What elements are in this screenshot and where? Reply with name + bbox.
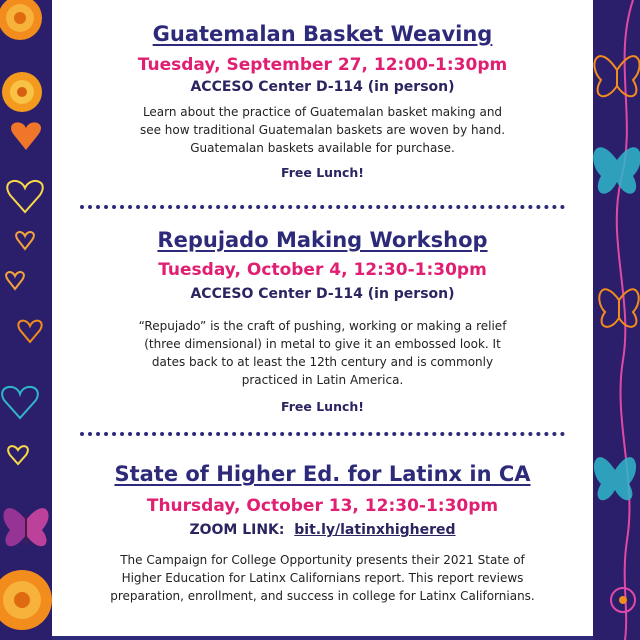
butterfly-icon — [3, 508, 48, 546]
heart-icon — [2, 387, 38, 418]
butterfly-icon — [594, 56, 639, 96]
event-card — [52, 462, 593, 605]
event-date: Tuesday, October 4, 12:30-1:30pm — [158, 260, 487, 280]
event-description — [52, 317, 593, 389]
section-divider — [80, 432, 565, 436]
section-divider — [80, 205, 565, 209]
event-description-line: Learn about the practice of Guatemalan basket making and — [142, 105, 503, 119]
event-card — [52, 228, 593, 414]
events-panel — [52, 0, 593, 640]
heart-icon — [18, 321, 41, 342]
event-description-line: (three dimensional) in metal to give it an embossed look. It — [144, 337, 501, 351]
left-border-art — [0, 0, 52, 640]
butterfly-icon — [593, 147, 640, 194]
marigold-icon — [2, 72, 42, 112]
heart-icon — [8, 446, 28, 464]
event-description-line: Guatemalan baskets available for purchase. — [190, 141, 455, 155]
bottom-bar — [52, 636, 593, 640]
event-title: Repujado Making Workshop — [157, 228, 488, 252]
marigold-icon — [0, 0, 42, 40]
event-date: Thursday, October 13, 12:30-1:30pm — [146, 496, 499, 516]
event-description-line: The Campaign for College Opportunity presents their 2021 State of — [120, 553, 525, 567]
event-description-line: dates back to at least the 12th century and is commonly — [151, 355, 494, 369]
zoom-link[interactable]: bit.ly/latinxhighered — [294, 522, 456, 538]
left-decorative-border — [0, 0, 52, 640]
event-description-line: “Repujado” is the craft of pushing, working or making a relief — [138, 319, 507, 333]
marigold-icon — [0, 570, 52, 630]
event-date: Tuesday, September 27, 12:00-1:30pm — [137, 55, 508, 75]
right-border-art — [593, 0, 640, 640]
event-description-line: Higher Education for Latinx Californians report. This report reviews — [121, 571, 524, 585]
event-description-line: practiced in Latin America. — [241, 373, 404, 387]
event-title: Guatemalan Basket Weaving — [152, 22, 493, 46]
event-description — [52, 551, 593, 605]
event-description-line: preparation, enrollment, and success in college for Latinx Californians. — [110, 589, 535, 603]
right-decorative-border — [593, 0, 640, 640]
event-description — [52, 103, 593, 157]
heart-icon — [11, 122, 41, 150]
event-note: Free Lunch! — [281, 399, 364, 414]
butterfly-icon — [599, 289, 638, 327]
flower-vine-icon — [611, 588, 635, 612]
butterfly-icon — [594, 457, 636, 500]
zoom-link-label: ZOOM LINK: — [189, 522, 285, 538]
event-note: Free Lunch! — [281, 165, 364, 180]
heart-icon — [6, 272, 24, 289]
event-location: ACCESO Center D-114 (in person) — [190, 286, 455, 302]
heart-icon — [16, 232, 34, 249]
event-description-line: see how traditional Guatemalan baskets are woven by hand. — [139, 123, 506, 137]
event-location: ACCESO Center D-114 (in person) — [190, 79, 455, 95]
event-title: State of Higher Ed. for Latinx in CA — [114, 462, 531, 486]
event-location — [52, 522, 593, 538]
event-card — [52, 22, 593, 180]
heart-icon — [7, 181, 43, 212]
